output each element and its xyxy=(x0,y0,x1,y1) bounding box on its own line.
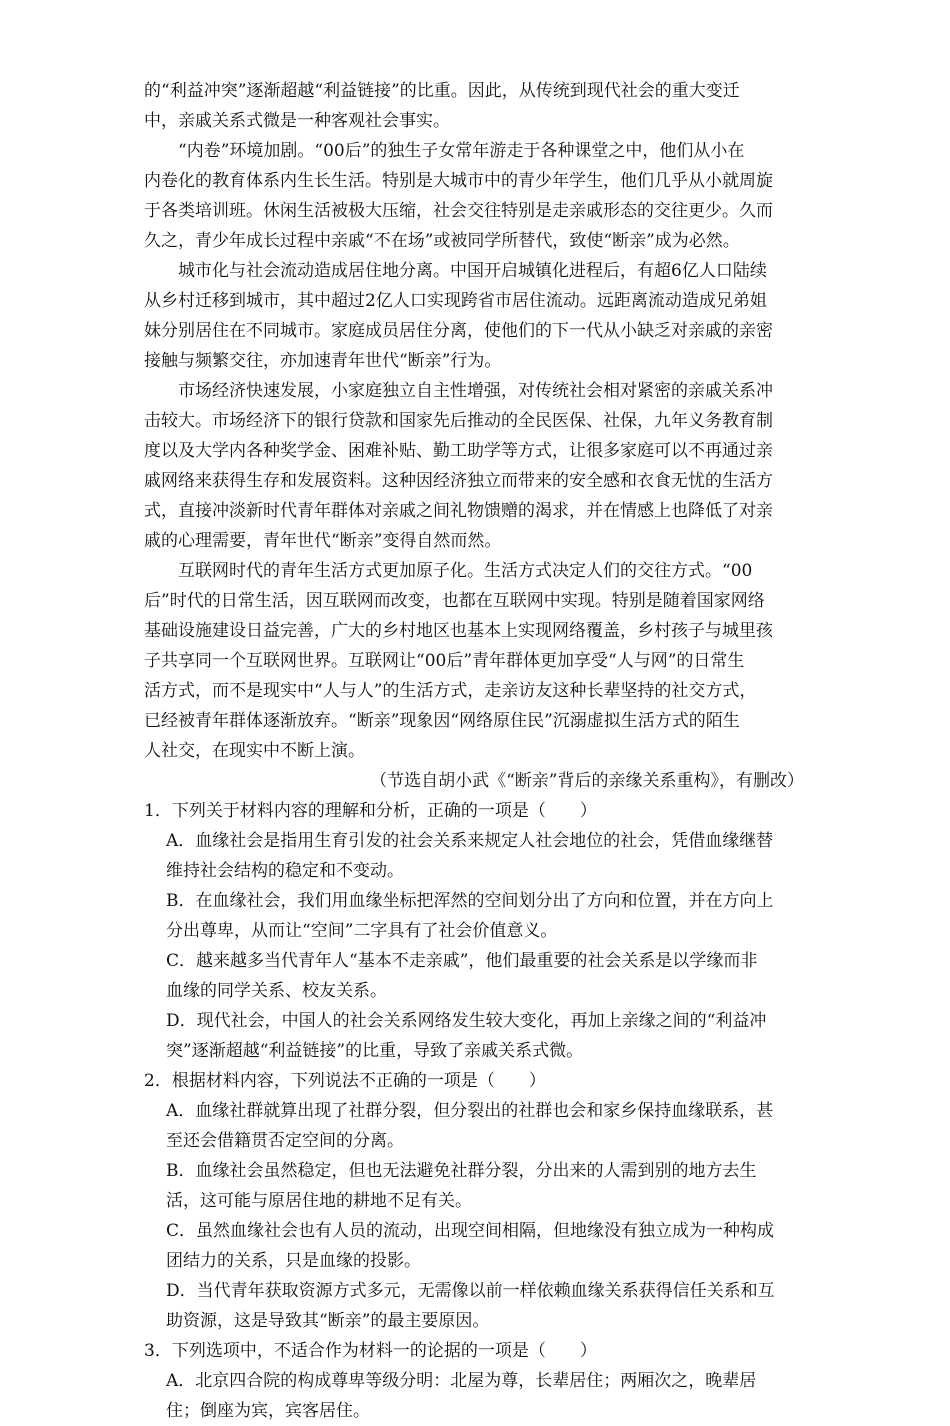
text-line: 活方式，而不是现实中“人与人”的生活方式，走亲访友这种长辈坚持的社交方式， xyxy=(144,681,757,701)
option-text: 团结力的关系，只是血缘的投影。 xyxy=(166,1251,421,1271)
option-text: A．血缘社会是指用生育引发的社会关系来规定人社会地位的社会，凭借血缘继替 xyxy=(166,831,774,851)
text-line: 城市化与社会流动造成居住地分离。中国开启城镇化进程后，有超6亿人口陆续 xyxy=(178,261,767,281)
text-line: 人社交，在现实中不断上演。 xyxy=(144,741,365,761)
source-citation: （节选自胡小武《“断亲”背后的亲缘关系重构》，有删改） xyxy=(370,771,804,791)
option-a[interactable] xyxy=(144,1366,804,1426)
text-line: 击较大。市场经济下的银行贷款和国家先后推动的全民医保、社保，九年义务教育制 xyxy=(144,411,773,431)
option-text: A．北京四合院的构成尊卑等级分明：北屋为尊，长辈居住；两厢次之，晚辈居 xyxy=(166,1371,757,1391)
text-line: 度以及大学内各种奖学金、困难补贴、勤工助学等方式，让很多家庭可以不再通过亲 xyxy=(144,441,773,461)
option-text: 活，这可能与原居住地的耕地不足有关。 xyxy=(166,1191,472,1211)
text-line: 已经被青年群体逐渐放弃。“断亲”现象因“网络原住民”沉溺虚拟生活方式的陌生 xyxy=(144,711,740,731)
option-text: A．血缘社群就算出现了社群分裂，但分裂出的社群也会和家乡保持血缘联系，甚 xyxy=(166,1101,774,1121)
option-text: C．越来越多当代青年人“基本不走亲戚”，他们最重要的社会关系是以学缘而非 xyxy=(166,951,758,971)
text-line: 互联网时代的青年生活方式更加原子化。生活方式决定人们的交往方式。“00 xyxy=(178,561,753,581)
text-line: 市场经济快速发展，小家庭独立自主性增强，对传统社会相对紧密的亲戚关系冲 xyxy=(178,381,773,401)
question-2 xyxy=(144,1066,804,1336)
text-line: 于各类培训班。休闲生活被极大压缩，社会交往特别是走亲戚形态的交往更少。久而 xyxy=(144,201,773,221)
option-b[interactable] xyxy=(144,886,804,946)
text-line: 基础设施建设日益完善，广大的乡村地区也基本上实现网络覆盖，乡村孩子与城里孩 xyxy=(144,621,773,641)
text-line: 后”时代的日常生活，因互联网而改变，也都在互联网中实现。特别是随着国家网络 xyxy=(144,591,765,611)
option-text: 至还会借籍贯否定空间的分离。 xyxy=(166,1131,404,1151)
text-line: 内卷化的教育体系内生长生活。特别是大城市中的青少年学生，他们几乎从小就周旋 xyxy=(144,171,773,191)
document-page xyxy=(144,76,804,1426)
text-line: 戚的心理需要，青年世代“断亲”变得自然而然。 xyxy=(144,531,502,551)
question-3 xyxy=(144,1336,804,1426)
option-a[interactable] xyxy=(144,1096,804,1156)
option-text: D．现代社会，中国人的社会关系网络发生较大变化，再加上亲缘之间的“利益冲 xyxy=(166,1011,767,1031)
option-text: B．血缘社会虽然稳定，但也无法避免社群分裂，分出来的人需到别的地方去生 xyxy=(166,1161,757,1181)
text-line: 式，直接冲淡新时代青年群体对亲戚之间礼物馈赠的渴求，并在情感上也降低了对亲 xyxy=(144,501,773,521)
passage-paragraph xyxy=(144,556,804,766)
passage-paragraph xyxy=(144,136,804,256)
option-text: B．在血缘社会，我们用血缘坐标把浑然的空间划分出了方向和位置，并在方向上 xyxy=(166,891,774,911)
passage-paragraph xyxy=(144,76,804,136)
option-d[interactable] xyxy=(144,1276,804,1336)
passage-paragraph xyxy=(144,376,804,556)
option-c[interactable] xyxy=(144,946,804,1006)
option-text: 血缘的同学关系、校友关系。 xyxy=(166,981,387,1001)
option-text: 住；倒座为宾，宾客居住。 xyxy=(166,1401,370,1421)
option-text: 突”逐渐超越“利益链接”的比重，导致了亲戚关系式微。 xyxy=(166,1041,584,1061)
text-line: 久之，青少年成长过程中亲戚“不在场”或被同学所替代，致使“断亲”成为必然。 xyxy=(144,231,740,251)
option-c[interactable] xyxy=(144,1216,804,1276)
text-line: 戚网络来获得生存和发展资料。这种因经济独立而带来的安全感和衣食无忧的生活方 xyxy=(144,471,773,491)
option-text: 助资源，这是导致其“断亲”的最主要原因。 xyxy=(166,1311,490,1331)
question-stem: 1．下列关于材料内容的理解和分析，正确的一项是（ ） xyxy=(144,801,597,821)
text-line: 接触与频繁交往，亦加速青年世代“断亲”行为。 xyxy=(144,351,502,371)
text-line: 妹分别居住在不同城市。家庭成员居住分离，使他们的下一代从小缺乏对亲戚的亲密 xyxy=(144,321,773,341)
text-line: 子共享同一个互联网世界。互联网让“00后”青年群体更加享受“人与网”的日常生 xyxy=(144,651,745,671)
question-1 xyxy=(144,796,804,1066)
text-line: “内卷”环境加剧。“00后”的独生子女常年游走于各种课堂之中，他们从小在 xyxy=(178,141,745,161)
text-line: 中，亲戚关系式微是一种客观社会事实。 xyxy=(144,111,450,131)
option-a[interactable] xyxy=(144,826,804,886)
option-d[interactable] xyxy=(144,1006,804,1066)
option-text: 分出尊卑，从而让“空间”二字具有了社会价值意义。 xyxy=(166,921,558,941)
passage-paragraph xyxy=(144,256,804,376)
question-stem: 2．根据材料内容，下列说法不正确的一项是（ ） xyxy=(144,1071,546,1091)
option-text: C．虽然血缘社会也有人员的流动，出现空间相隔，但地缘没有独立成为一种构成 xyxy=(166,1221,775,1241)
question-stem: 3．下列选项中，不适合作为材料一的论据的一项是（ ） xyxy=(144,1341,597,1361)
text-line: 从乡村迁移到城市，其中超过2亿人口实现跨省市居住流动。远距离流动造成兄弟姐 xyxy=(144,291,767,311)
option-text: D．当代青年获取资源方式多元，无需像以前一样依赖血缘关系获得信任关系和互 xyxy=(166,1281,775,1301)
text-line: 的“利益冲突”逐渐超越“利益链接”的比重。因此，从传统到现代社会的重大变迁 xyxy=(144,81,740,101)
option-text: 维持社会结构的稳定和不变动。 xyxy=(166,861,404,881)
option-b[interactable] xyxy=(144,1156,804,1216)
